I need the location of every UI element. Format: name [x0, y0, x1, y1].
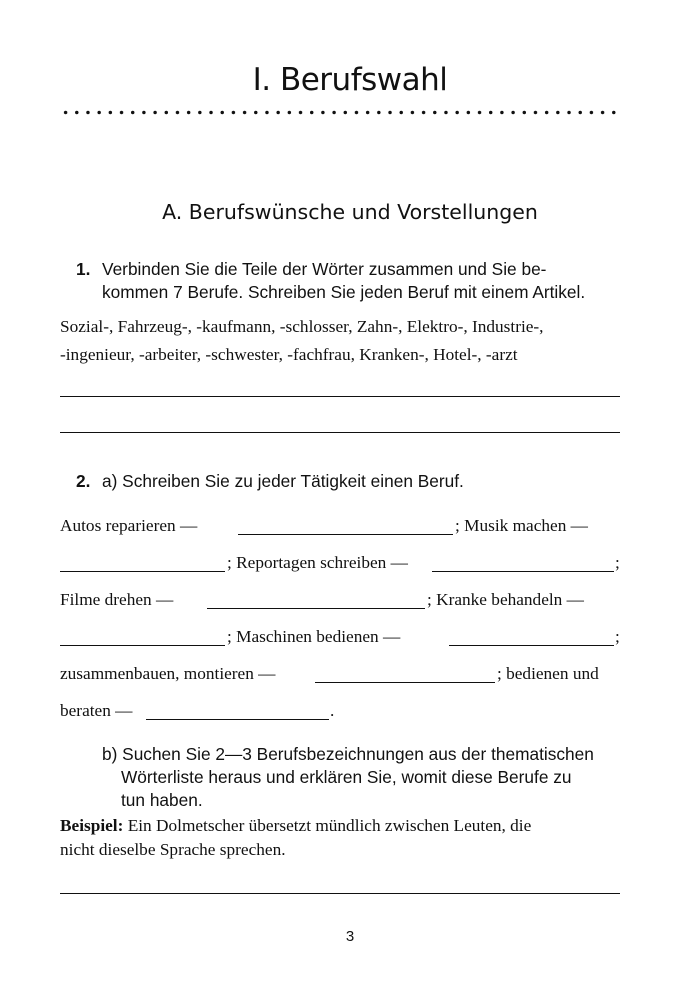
task1-words-line2: -ingenieur, -arbeiter, -schwester, -fachfrau, Kranken-, Hotel-, -arzt	[60, 345, 518, 364]
activity-maschinen: ; Maschinen bedienen —	[227, 627, 401, 646]
task1-words-line1: Sozial-, Fahrzeug-, -kaufmann, -schlosser, Zahn-, Elektro-, Industrie-,	[60, 317, 544, 336]
period: .	[330, 701, 335, 720]
task1-number: 1.	[76, 259, 91, 279]
activity-filme: Filme drehen —	[60, 590, 174, 609]
section-title: A. Berufswünsche und Vorstellungen	[162, 200, 538, 224]
activity-musik: ; Musik machen —	[455, 516, 588, 535]
fill-blank[interactable]	[449, 645, 614, 646]
activity-autos: Autos reparieren —	[60, 516, 198, 535]
answer-line[interactable]	[60, 432, 620, 433]
answer-line[interactable]	[60, 396, 620, 397]
semicolon: ;	[615, 627, 620, 646]
fill-blank[interactable]	[146, 719, 329, 720]
activity-zusammenbauen: zusammenbauen, montieren —	[60, 664, 276, 683]
task1-instruction-line2: kommen 7 Berufe. Schreiben Sie jeden Beruf mit einem Artikel.	[102, 282, 586, 302]
activity-kranke: ; Kranke behandeln —	[427, 590, 584, 609]
example-line1	[60, 816, 531, 836]
chapter-title: I. Berufswahl	[252, 62, 448, 98]
example-label: Beispiel:	[60, 816, 124, 835]
dotted-separator	[60, 110, 622, 115]
fill-blank[interactable]	[315, 682, 495, 683]
fill-blank[interactable]	[60, 645, 225, 646]
task2-part-a-instruction: a) Schreiben Sie zu jeder Tätigkeit einen Beruf.	[102, 471, 464, 491]
task1-instruction-line1: Verbinden Sie die Teile der Wörter zusammen und Sie be-	[102, 259, 547, 279]
answer-line[interactable]	[60, 893, 620, 894]
example-text-line1: Ein Dolmetscher übersetzt mündlich zwischen Leuten, die	[127, 816, 532, 835]
fill-blank[interactable]	[207, 608, 425, 609]
fill-blank[interactable]	[432, 571, 614, 572]
activity-reportagen: ; Reportagen schreiben —	[227, 553, 408, 572]
activity-bedienen: ; bedienen und	[497, 664, 599, 683]
fill-blank[interactable]	[60, 571, 225, 572]
page-number: 3	[345, 928, 355, 945]
task2-part-b-line2: Wörterliste heraus und erklären Sie, womit diese Berufe zu	[121, 767, 572, 787]
fill-blank[interactable]	[238, 534, 453, 535]
activity-beraten: beraten —	[60, 701, 133, 720]
example-text-line2: nicht dieselbe Sprache sprechen.	[60, 840, 286, 859]
task2-part-b-line1: b) Suchen Sie 2—3 Berufsbezeichnungen aus der thematischen	[102, 744, 594, 764]
task2-part-b-line3: tun haben.	[121, 790, 203, 810]
semicolon: ;	[615, 553, 620, 572]
task2-number: 2.	[76, 471, 91, 491]
